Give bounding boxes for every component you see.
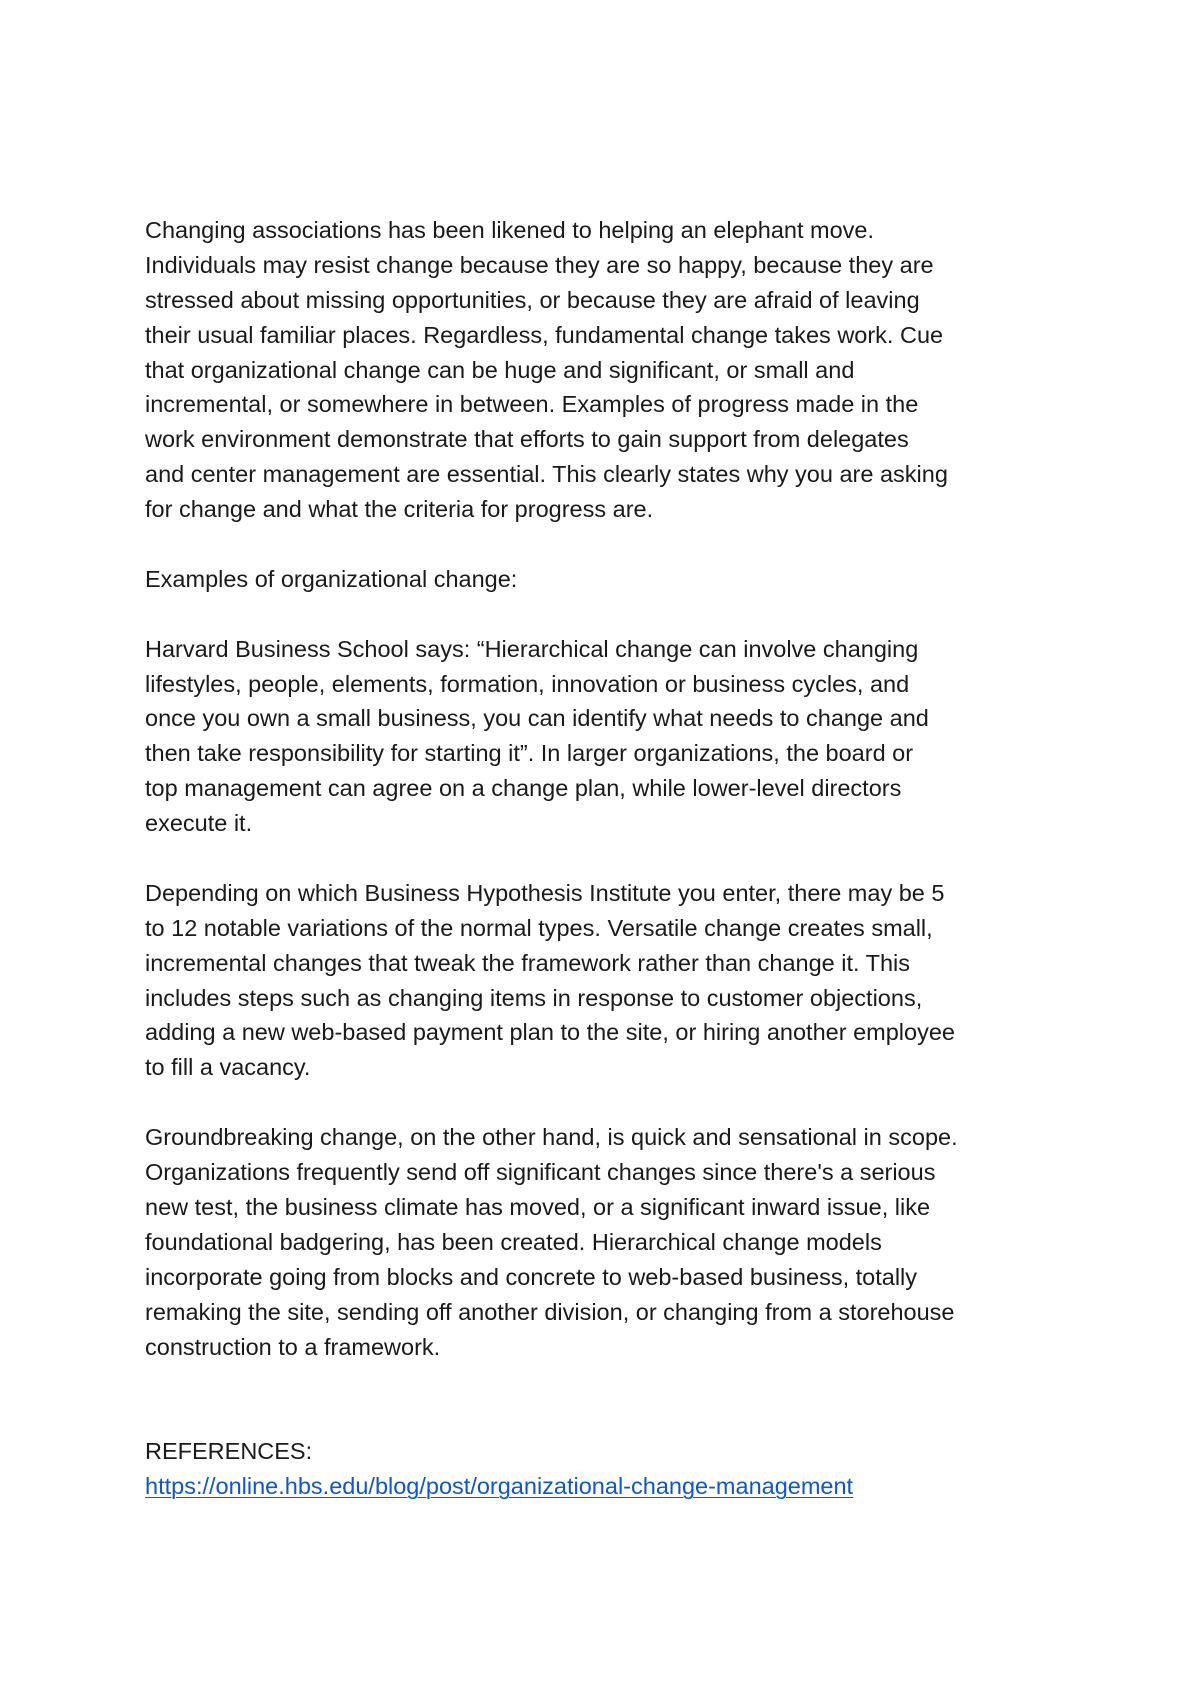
paragraph-spacer [145, 527, 1085, 562]
paragraph-spacer [145, 1085, 1085, 1120]
text-line: their usual familiar places. Regardless, fundamental change takes work. Cue [145, 321, 944, 348]
text-line: then take responsibility for starting it”. In larger organizations, the board or [145, 740, 914, 767]
text-line: construction to a framework. [145, 1333, 441, 1360]
reference-link[interactable]: https://online.hbs.edu/blog/post/organizational-change-management [145, 1473, 854, 1500]
paragraph-examples-heading [145, 562, 1085, 597]
paragraph-variations [145, 876, 1085, 1085]
text-line: Depending on which Business Hypothesis Institute you enter, there may be 5 [145, 879, 945, 906]
text-line: includes steps such as changing items in response to customer objections, [145, 984, 923, 1011]
text-line: stressed about missing opportunities, or because they are afraid of leaving [145, 286, 920, 313]
text-line: Organizations frequently send off significant changes since there's a serious [145, 1159, 936, 1186]
text-line: top management can agree on a change plan, while lower-level directors [145, 775, 902, 802]
text-line: foundational badgering, has been created. Hierarchical change models [145, 1228, 882, 1255]
text-line: incorporate going from blocks and concrete to web-based business, totally [145, 1263, 918, 1290]
paragraph-spacer [145, 841, 1085, 876]
text-line: Harvard Business School says: “Hierarchical change can involve changing [145, 635, 919, 662]
text-line: and center management are essential. This clearly states why you are asking [145, 461, 948, 488]
text-line: execute it. [145, 810, 253, 837]
references-heading: REFERENCES: [145, 1438, 313, 1465]
text-line: lifestyles, people, elements, formation, innovation or business cycles, and [145, 670, 910, 697]
text-line: incremental changes that tweak the framework rather than change it. This [145, 949, 911, 976]
text-line: Changing associations has been likened to helping an elephant move. [145, 217, 875, 243]
references-line [145, 1469, 1085, 1504]
paragraph-harvard-quote [145, 632, 1085, 841]
text-line: work environment demonstrate that efforts to gain support from delegates [145, 426, 909, 453]
text-line: to fill a vacancy. [145, 1054, 311, 1081]
references-section [145, 1434, 1085, 1504]
paragraph-groundbreaking [145, 1120, 1085, 1364]
text-line: Examples of organizational change: [145, 565, 518, 592]
text-line: Groundbreaking change, on the other hand, is quick and sensational in scope. [145, 1124, 958, 1151]
paragraph-intro [145, 213, 1085, 527]
text-line: for change and what the criteria for progress are. [145, 496, 654, 523]
text-line: that organizational change can be huge and significant, or small and [145, 356, 855, 383]
text-line: remaking the site, sending off another division, or changing from a storehouse [145, 1298, 955, 1325]
text-line: incremental, or somewhere in between. Examples of progress made in the [145, 391, 919, 418]
text-line: to 12 notable variations of the normal types. Versatile change creates small, [145, 914, 933, 941]
text-line: once you own a small business, you can identify what needs to change and [145, 705, 929, 732]
document-body [145, 213, 1085, 1504]
text-line: Individuals may resist change because they are so happy, because they are [145, 251, 934, 278]
text-line: new test, the business climate has moved, or a significant inward issue, like [145, 1193, 931, 1220]
paragraph-spacer [145, 1364, 1085, 1399]
paragraph-spacer [145, 597, 1085, 632]
paragraph-spacer [145, 1399, 1085, 1434]
text-line: adding a new web-based payment plan to the site, or hiring another employee [145, 1019, 955, 1046]
